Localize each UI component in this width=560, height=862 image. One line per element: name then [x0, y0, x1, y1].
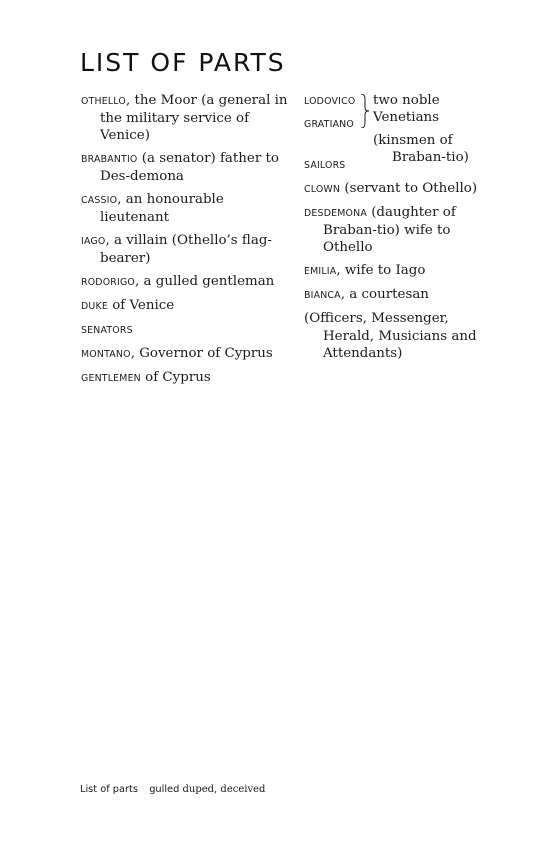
character-description: , a gulled gentleman — [135, 274, 275, 289]
character-description: , an honourable lieutenant — [100, 192, 224, 225]
list-item — [81, 345, 293, 363]
character-name: IAGO — [81, 236, 106, 247]
list-item — [304, 262, 504, 280]
page-footer — [80, 784, 265, 795]
character-description: , the Moor (a general in the military service of Venice) — [100, 93, 288, 143]
character-description: (Officers, Messenger, Herald, Musicians and Attendants) — [304, 311, 477, 361]
character-description: , wife to Iago — [336, 263, 426, 278]
character-name: DESDEMONA — [304, 208, 367, 219]
character-description: (servant to Othello) — [340, 181, 478, 196]
character-name: RODORIGO — [81, 277, 136, 288]
list-item — [81, 92, 293, 144]
brace-icon — [360, 94, 370, 128]
character-name: EMILIA — [304, 266, 337, 277]
list-item — [81, 369, 293, 387]
right-column — [304, 92, 504, 368]
character-name: SENATORS — [81, 325, 133, 336]
page-title: LIST OF PARTS — [80, 48, 286, 77]
list-item — [304, 286, 504, 304]
character-name: LODOVICO — [304, 96, 356, 107]
footer-section-label: List of parts — [80, 784, 138, 795]
list-item — [81, 191, 293, 226]
list-item — [304, 310, 504, 362]
character-description: , a villain (Othello’s flag-bearer) — [100, 233, 272, 266]
list-item — [81, 232, 293, 267]
character-name: GENTLEMEN — [81, 373, 141, 384]
list-item — [81, 273, 293, 291]
character-description: , a courtesan — [340, 287, 429, 302]
list-item — [81, 150, 293, 185]
character-name: CLOWN — [304, 184, 341, 195]
list-item — [304, 180, 504, 198]
list-item — [304, 204, 504, 256]
character-group-description — [373, 92, 504, 166]
character-name: BRABANTIO — [81, 154, 138, 165]
character-description: (a senator) father to Des-demona — [100, 151, 279, 184]
character-name: GRATIANO — [304, 119, 354, 130]
character-group — [304, 92, 504, 165]
group-description-line: two noble Venetians — [373, 93, 440, 125]
character-description: , Governor of Cyprus — [130, 346, 273, 361]
character-name: DUKE — [81, 301, 108, 312]
character-description: of Venice — [107, 298, 175, 313]
character-description: of Cyprus — [140, 370, 211, 385]
gloss-term: gulled — [149, 784, 180, 795]
left-column — [81, 92, 293, 393]
character-description: (daughter of Braban-tio) wife to Othello — [323, 205, 456, 255]
character-name: MONTANO — [81, 349, 131, 360]
group-description-line: (kinsmen of Braban-tio) — [373, 133, 469, 165]
gloss-definition: duped, deceived — [179, 784, 266, 795]
character-name: SAILORS — [304, 160, 346, 171]
list-item — [81, 297, 293, 315]
list-item — [81, 321, 293, 339]
character-name: BIANCA — [304, 290, 341, 301]
character-name: OTHELLO — [81, 96, 126, 107]
character-name: CASSIO — [81, 195, 118, 206]
